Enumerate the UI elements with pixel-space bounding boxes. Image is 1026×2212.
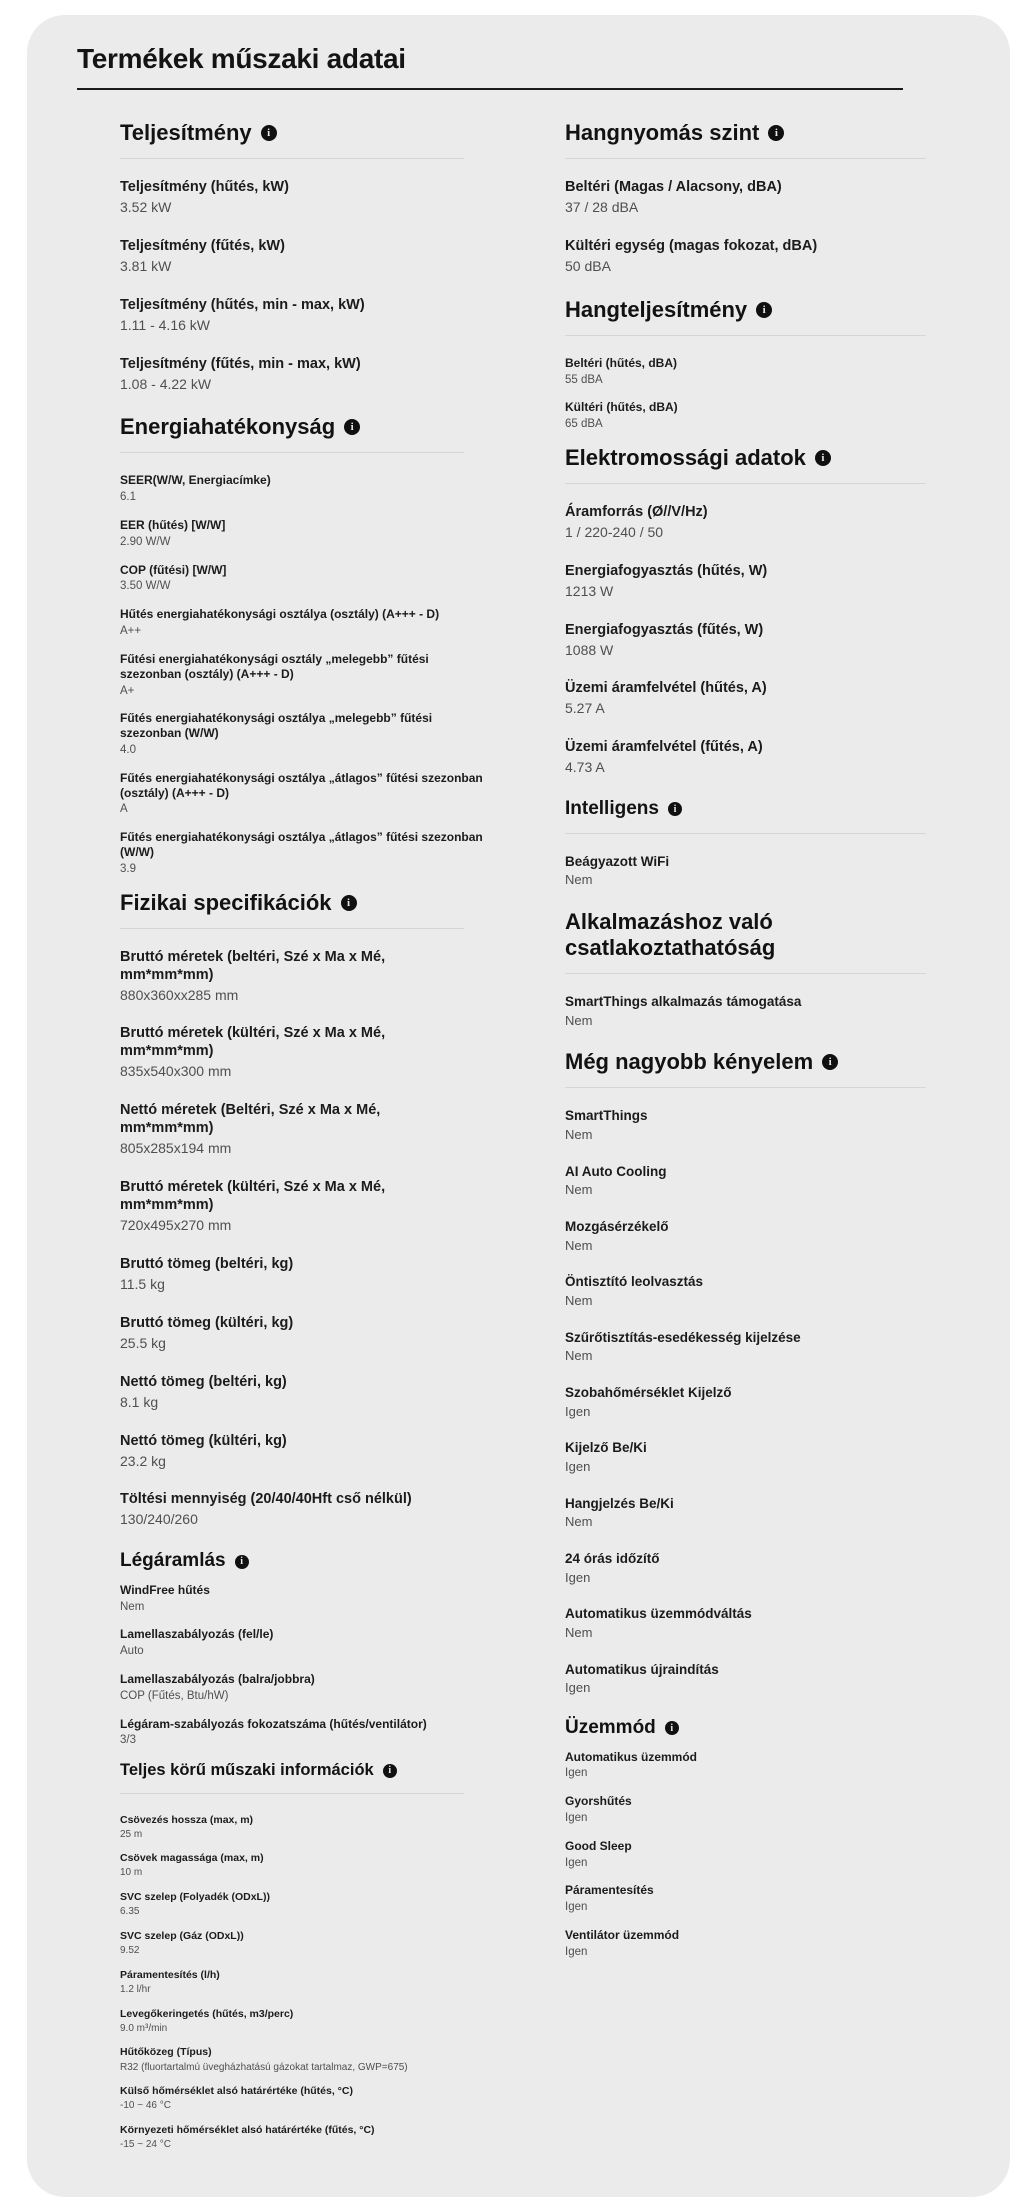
spec-item: [565, 1440, 985, 1475]
spec-value: 1.11 - 4.16 kW: [120, 316, 211, 333]
spec-columns: [77, 110, 972, 2163]
section-header: [565, 909, 985, 961]
spec-item: [565, 504, 985, 542]
spec-item: [120, 2046, 520, 2074]
spec-item: [565, 1883, 985, 1915]
spec-label: Mozgásérzékelő: [565, 1218, 669, 1234]
spec-label: Automatikus üzemmód: [565, 1749, 698, 1764]
spec-item: [120, 473, 520, 505]
spec-value: A+: [120, 684, 135, 697]
spec-label: Fűtés energiahatékonysági osztálya „átlagos” fűtési szezonban (osztály) (A+++ - D): [120, 770, 483, 800]
spec-item: [120, 1930, 520, 1958]
spec-section: [120, 120, 520, 393]
spec-value: -15 ~ 24 °C: [120, 2139, 171, 2151]
spec-value: 805x285x194 mm: [120, 1140, 232, 1157]
spec-item: [120, 1814, 520, 1842]
spec-label: Kültéri egység (magas fokozat, dBA): [565, 237, 818, 254]
spec-item: [565, 1219, 985, 1254]
spec-label: Gyorshűtés: [565, 1794, 632, 1809]
spec-value: Nem: [565, 1126, 593, 1142]
section-items: [565, 1750, 985, 1960]
spec-label: Teljesítmény (hűtés, min - max, kW): [120, 296, 365, 313]
spec-label: Bruttó tömeg (kültéri, kg): [120, 1314, 294, 1331]
info-icon[interactable]: i: [341, 895, 357, 911]
section-divider: [565, 973, 926, 974]
spec-value: 10 m: [120, 1867, 143, 1879]
spec-label: Good Sleep: [565, 1838, 632, 1853]
spec-label: Hűtőközeg (Típus): [120, 2046, 212, 2059]
section-items: [565, 504, 985, 777]
spec-label: Fűtési energiahatékonysági osztály „melegebb” fűtési szezonban (osztály) (A+++ - D): [120, 651, 429, 681]
spec-item: [565, 1928, 985, 1960]
spec-item: [120, 830, 520, 876]
spec-value: 6.35: [120, 1906, 140, 1918]
section-divider: [565, 483, 926, 484]
spec-value: Igen: [565, 1569, 591, 1585]
spec-label: Üzemi áramfelvétel (hűtés, A): [565, 680, 767, 697]
spec-item: [120, 297, 520, 335]
section-header: [120, 1761, 520, 1780]
section-heading: Hangteljesítmény: [565, 296, 748, 322]
spec-label: Szűrőtisztítás-esedékesség kijelzése: [565, 1329, 801, 1345]
spec-value: Nem: [565, 872, 593, 888]
spec-item: [565, 1274, 985, 1309]
spec-label: Töltési mennyiség (20/40/40Hft cső nélkül): [120, 1491, 412, 1508]
spec-item: [120, 1433, 520, 1471]
spec-value: 1.2 l/hr: [120, 1983, 151, 1995]
spec-section: [120, 890, 520, 1530]
info-icon[interactable]: i: [822, 1054, 838, 1070]
spec-value: 720x495x270 mm: [120, 1217, 232, 1234]
info-icon[interactable]: i: [815, 450, 831, 466]
spec-section: [565, 909, 985, 1029]
spec-label: Fűtés energiahatékonysági osztálya „melegebb” fűtési szezonban (W/W): [120, 711, 433, 741]
section-heading: Alkalmazáshoz való csatlakoztathatóság: [565, 908, 776, 960]
spec-label: Légáram-szabályozás fokozatszáma (hűtés/ventilátor): [120, 1716, 427, 1731]
section-items: [120, 473, 520, 876]
spec-label: Áramforrás (Ø//V/Hz): [565, 503, 708, 520]
section-items: [565, 1108, 985, 1697]
section-heading: Még nagyobb kényelem: [565, 1049, 814, 1075]
spec-item: [120, 1491, 520, 1529]
spec-item: [565, 356, 985, 388]
spec-item: [120, 1672, 520, 1704]
spec-label: Ventilátor üzemmód: [565, 1927, 680, 1942]
spec-item: [120, 179, 520, 217]
spec-value: Nem: [120, 1600, 145, 1613]
spec-value: Nem: [565, 1182, 593, 1198]
section-heading: Teljes körű műszaki információk: [120, 1761, 374, 1780]
left-column: [120, 110, 520, 2163]
spec-label: SmartThings: [565, 1108, 648, 1124]
spec-value: Nem: [565, 1348, 593, 1364]
spec-item: [565, 1606, 985, 1641]
info-icon[interactable]: i: [756, 302, 772, 318]
spec-value: 25.5 kg: [120, 1334, 166, 1351]
section-header: [565, 120, 985, 146]
section-items: [565, 994, 985, 1029]
spec-value: 1 / 220-240 / 50: [565, 523, 664, 540]
spec-label: Levegőkeringetés (hűtés, m3/perc): [120, 2007, 294, 2020]
spec-item: [120, 563, 520, 595]
spec-label: Energiafogyasztás (hűtés, W): [565, 562, 768, 579]
spec-item: [120, 1256, 520, 1294]
spec-item: [120, 1315, 520, 1353]
spec-item: [120, 1583, 520, 1615]
spec-item: [120, 1627, 520, 1659]
spec-value: 835x540x300 mm: [120, 1063, 232, 1080]
spec-value: 3.52 kW: [120, 198, 172, 215]
spec-item: [565, 739, 985, 777]
spec-label: Teljesítmény (fűtés, min - max, kW): [120, 355, 361, 372]
section-items: [120, 949, 520, 1530]
section-heading: Energiahatékonyság: [120, 414, 336, 440]
spec-label: Hűtés energiahatékonysági osztálya (osztály) (A+++ - D): [120, 607, 440, 622]
info-icon[interactable]: i: [235, 1555, 249, 1569]
section-header: [120, 890, 520, 916]
spec-item: [565, 1662, 985, 1697]
spec-item: [120, 1102, 520, 1158]
spec-item: [120, 1891, 520, 1919]
info-icon[interactable]: i: [383, 1764, 397, 1778]
spec-section: [120, 1761, 520, 2152]
page-title: Termékek műszaki adatai: [77, 43, 406, 74]
spec-label: Bruttó méretek (beltéri, Szé x Ma x Mé, mm*mm*mm): [120, 948, 386, 983]
spec-label: Csövek magassága (max, m): [120, 1852, 264, 1865]
spec-value: 55 dBA: [565, 373, 603, 386]
section-divider: [120, 1793, 464, 1794]
spec-value: A: [120, 803, 128, 816]
section-heading: Intelligens: [565, 798, 659, 820]
spec-value: 6.1: [120, 491, 136, 504]
spec-label: Páramentesítés (l/h): [120, 1968, 220, 1981]
spec-item: [565, 1839, 985, 1871]
section-items: [565, 179, 985, 276]
section-divider: [565, 1087, 926, 1088]
spec-value: Igen: [565, 1680, 591, 1696]
spec-value: Igen: [565, 1459, 591, 1475]
spec-value: A++: [120, 625, 142, 638]
spec-value: R32 (fluortartalmú üvegházhatású gázokat tartalmaz, GWP=675): [120, 2061, 408, 2073]
title-divider: [77, 88, 903, 90]
spec-label: Nettó tömeg (kültéri, kg): [120, 1432, 287, 1449]
spec-value: 37 / 28 dBA: [565, 198, 639, 215]
spec-value: 50 dBA: [565, 257, 611, 274]
spec-section: [565, 1049, 985, 1697]
spec-label: Teljesítmény (hűtés, kW): [120, 178, 289, 195]
spec-value: 2.90 W/W: [120, 535, 171, 548]
spec-section: [120, 414, 520, 876]
spec-label: EER (hűtés) [W/W]: [120, 518, 226, 532]
spec-label: SEER(W/W, Energiacímke): [120, 473, 271, 488]
spec-value: 65 dBA: [565, 418, 603, 431]
spec-value: 23.2 kg: [120, 1452, 166, 1469]
spec-section: [565, 297, 985, 432]
spec-item: [565, 1385, 985, 1420]
spec-label: Kijelző Be/Ki: [565, 1440, 647, 1456]
section-items: [565, 854, 985, 889]
spec-value: Auto: [120, 1645, 144, 1658]
section-header: [120, 414, 520, 440]
spec-label: Beltéri (hűtés, dBA): [565, 355, 678, 370]
spec-value: Igen: [565, 1403, 591, 1419]
spec-value: 3.9: [120, 862, 136, 875]
spec-value: Nem: [565, 1012, 593, 1028]
section-heading: Teljesítmény: [120, 120, 252, 145]
spec-value: 11.5 kg: [120, 1275, 165, 1292]
section-divider: [565, 335, 926, 336]
spec-value: 3.50 W/W: [120, 580, 171, 593]
info-icon[interactable]: i: [261, 125, 277, 141]
right-column: [565, 110, 985, 2163]
section-items: [565, 356, 985, 432]
info-icon[interactable]: i: [665, 1721, 679, 1735]
spec-value: Igen: [565, 1811, 588, 1824]
spec-label: SVC szelep (Folyadék (ODxL)): [120, 1891, 270, 1904]
spec-value: 25 m: [120, 1828, 143, 1840]
spec-card: [27, 15, 1010, 2197]
section-header: [565, 297, 985, 323]
section-header: [565, 798, 985, 820]
spec-label: Lamellaszabályozás (fel/le): [120, 1627, 274, 1642]
section-header: [565, 445, 985, 471]
spec-value: -10 ~ 46 °C: [120, 2100, 171, 2112]
spec-value: COP (Fűtés, Btu/hW): [120, 1689, 229, 1702]
spec-section: [565, 798, 985, 889]
spec-value: Nem: [565, 1237, 593, 1253]
spec-value: 4.73 A: [565, 759, 605, 776]
spec-item: [120, 1852, 520, 1880]
spec-item: [565, 854, 985, 889]
spec-item: [120, 1179, 520, 1235]
spec-item: [565, 179, 985, 217]
spec-item: [565, 622, 985, 660]
spec-label: Szobahőmérséklet Kijelző: [565, 1384, 732, 1400]
spec-label: Lamellaszabályozás (balra/jobbra): [120, 1671, 315, 1686]
spec-item: [120, 607, 520, 639]
spec-label: Nettó tömeg (beltéri, kg): [120, 1373, 287, 1390]
spec-item: [565, 994, 985, 1029]
spec-item: [120, 1374, 520, 1412]
info-icon[interactable]: i: [768, 125, 784, 141]
spec-item: [565, 238, 985, 276]
section-divider: [120, 452, 464, 453]
spec-item: [120, 711, 520, 757]
spec-item: [120, 652, 520, 698]
section-divider: [120, 928, 464, 929]
spec-item: [120, 518, 520, 550]
spec-item: [120, 1025, 520, 1081]
spec-item: [120, 1717, 520, 1749]
spec-label: Üzemi áramfelvétel (fűtés, A): [565, 739, 763, 756]
spec-item: [565, 1108, 985, 1143]
spec-label: 24 órás időzítő: [565, 1551, 660, 1567]
spec-label: Teljesítmény (fűtés, kW): [120, 237, 285, 254]
spec-label: Beltéri (Magas / Alacsony, dBA): [565, 178, 782, 195]
spec-section: [565, 120, 985, 276]
spec-value: Igen: [565, 1945, 588, 1958]
spec-label: Kültéri (hűtés, dBA): [565, 400, 678, 415]
spec-label: Beágyazott WiFi: [565, 853, 670, 869]
spec-label: Nettó méretek (Beltéri, Szé x Ma x Mé, mm*mm*mm): [120, 1102, 381, 1137]
spec-label: Hangjelzés Be/Ki: [565, 1495, 674, 1511]
spec-value: 1213 W: [565, 582, 614, 599]
section-items: [120, 1814, 520, 2152]
spec-section: [565, 445, 985, 777]
spec-item: [565, 1164, 985, 1199]
spec-value: 3/3: [120, 1734, 136, 1747]
section-heading: Hangnyomás szint: [565, 120, 760, 145]
spec-value: Nem: [565, 1625, 593, 1641]
spec-item: [120, 2124, 520, 2152]
section-divider: [565, 158, 926, 159]
spec-label: Automatikus üzemmódváltás: [565, 1606, 752, 1622]
spec-item: [120, 1969, 520, 1997]
spec-value: 5.27 A: [565, 700, 605, 717]
section-header: [120, 1550, 520, 1572]
spec-label: COP (fűtési) [W/W]: [120, 562, 227, 577]
spec-item: [120, 2085, 520, 2113]
section-header: [120, 120, 520, 146]
spec-item: [565, 1750, 985, 1782]
info-icon[interactable]: i: [668, 802, 682, 816]
section-heading: Légáramlás: [120, 1550, 226, 1572]
spec-item: [120, 949, 520, 1005]
spec-label: Bruttó méretek (kültéri, Szé x Ma x Mé, mm*mm*mm): [120, 1179, 386, 1214]
spec-label: Külső hőmérséklet alsó határértéke (hűtés, °C): [120, 2085, 353, 2098]
spec-item: [120, 356, 520, 394]
spec-label: WindFree hűtés: [120, 1582, 210, 1597]
spec-label: Öntisztító leolvasztás: [565, 1274, 704, 1290]
spec-section: [120, 1550, 520, 1748]
section-heading: Fizikai specifikációk: [120, 889, 332, 915]
spec-item: [565, 1794, 985, 1826]
section-divider: [565, 833, 926, 834]
spec-value: Nem: [565, 1514, 593, 1530]
spec-value: Nem: [565, 1292, 593, 1308]
spec-item: [565, 1551, 985, 1586]
spec-label: Energiafogyasztás (fűtés, W): [565, 621, 764, 638]
spec-section: [565, 1717, 985, 1959]
spec-label: AI Auto Cooling: [565, 1163, 667, 1179]
spec-label: Bruttó tömeg (beltéri, kg): [120, 1255, 294, 1272]
spec-value: 130/240/260: [120, 1511, 198, 1528]
section-heading: Üzemmód: [565, 1717, 656, 1739]
spec-label: Páramentesítés: [565, 1883, 654, 1898]
spec-item: [565, 563, 985, 601]
spec-item: [565, 680, 985, 718]
spec-value: 880x360xx285 mm: [120, 986, 239, 1003]
spec-value: 9.52: [120, 1945, 140, 1957]
spec-value: 8.1 kg: [120, 1393, 159, 1410]
section-heading: Elektromossági adatok: [565, 444, 806, 470]
spec-value: Igen: [565, 1901, 588, 1914]
spec-label: Környezeti hőmérséklet alsó határértéke (fűtés, °C): [120, 2124, 375, 2137]
section-items: [120, 179, 520, 394]
spec-label: Fűtés energiahatékonysági osztálya „átlagos” fűtési szezonban (W/W): [120, 830, 483, 860]
spec-label: SmartThings alkalmazás támogatása: [565, 993, 802, 1009]
spec-label: SVC szelep (Gáz (ODxL)): [120, 1930, 244, 1943]
spec-label: Bruttó méretek (kültéri, Szé x Ma x Mé, mm*mm*mm): [120, 1025, 386, 1060]
spec-value: Igen: [565, 1856, 588, 1869]
info-icon[interactable]: i: [344, 419, 360, 435]
section-header: [565, 1049, 985, 1075]
spec-value: 9.0 m³/min: [120, 2022, 168, 2034]
spec-item: [120, 2008, 520, 2036]
spec-item: [565, 400, 985, 432]
section-header: [565, 1717, 985, 1739]
spec-item: [120, 238, 520, 276]
spec-value: 3.81 kW: [120, 257, 172, 274]
spec-value: 4.0: [120, 744, 136, 756]
spec-value: 1088 W: [565, 641, 614, 658]
spec-item: [565, 1330, 985, 1365]
section-divider: [120, 158, 464, 159]
spec-item: [565, 1496, 985, 1531]
spec-label: Automatikus újraindítás: [565, 1661, 719, 1677]
spec-label: Csövezés hossza (max, m): [120, 1813, 254, 1826]
section-items: [120, 1583, 520, 1748]
spec-item: [120, 771, 520, 817]
spec-value: Igen: [565, 1767, 588, 1780]
spec-value: 1.08 - 4.22 kW: [120, 375, 212, 392]
